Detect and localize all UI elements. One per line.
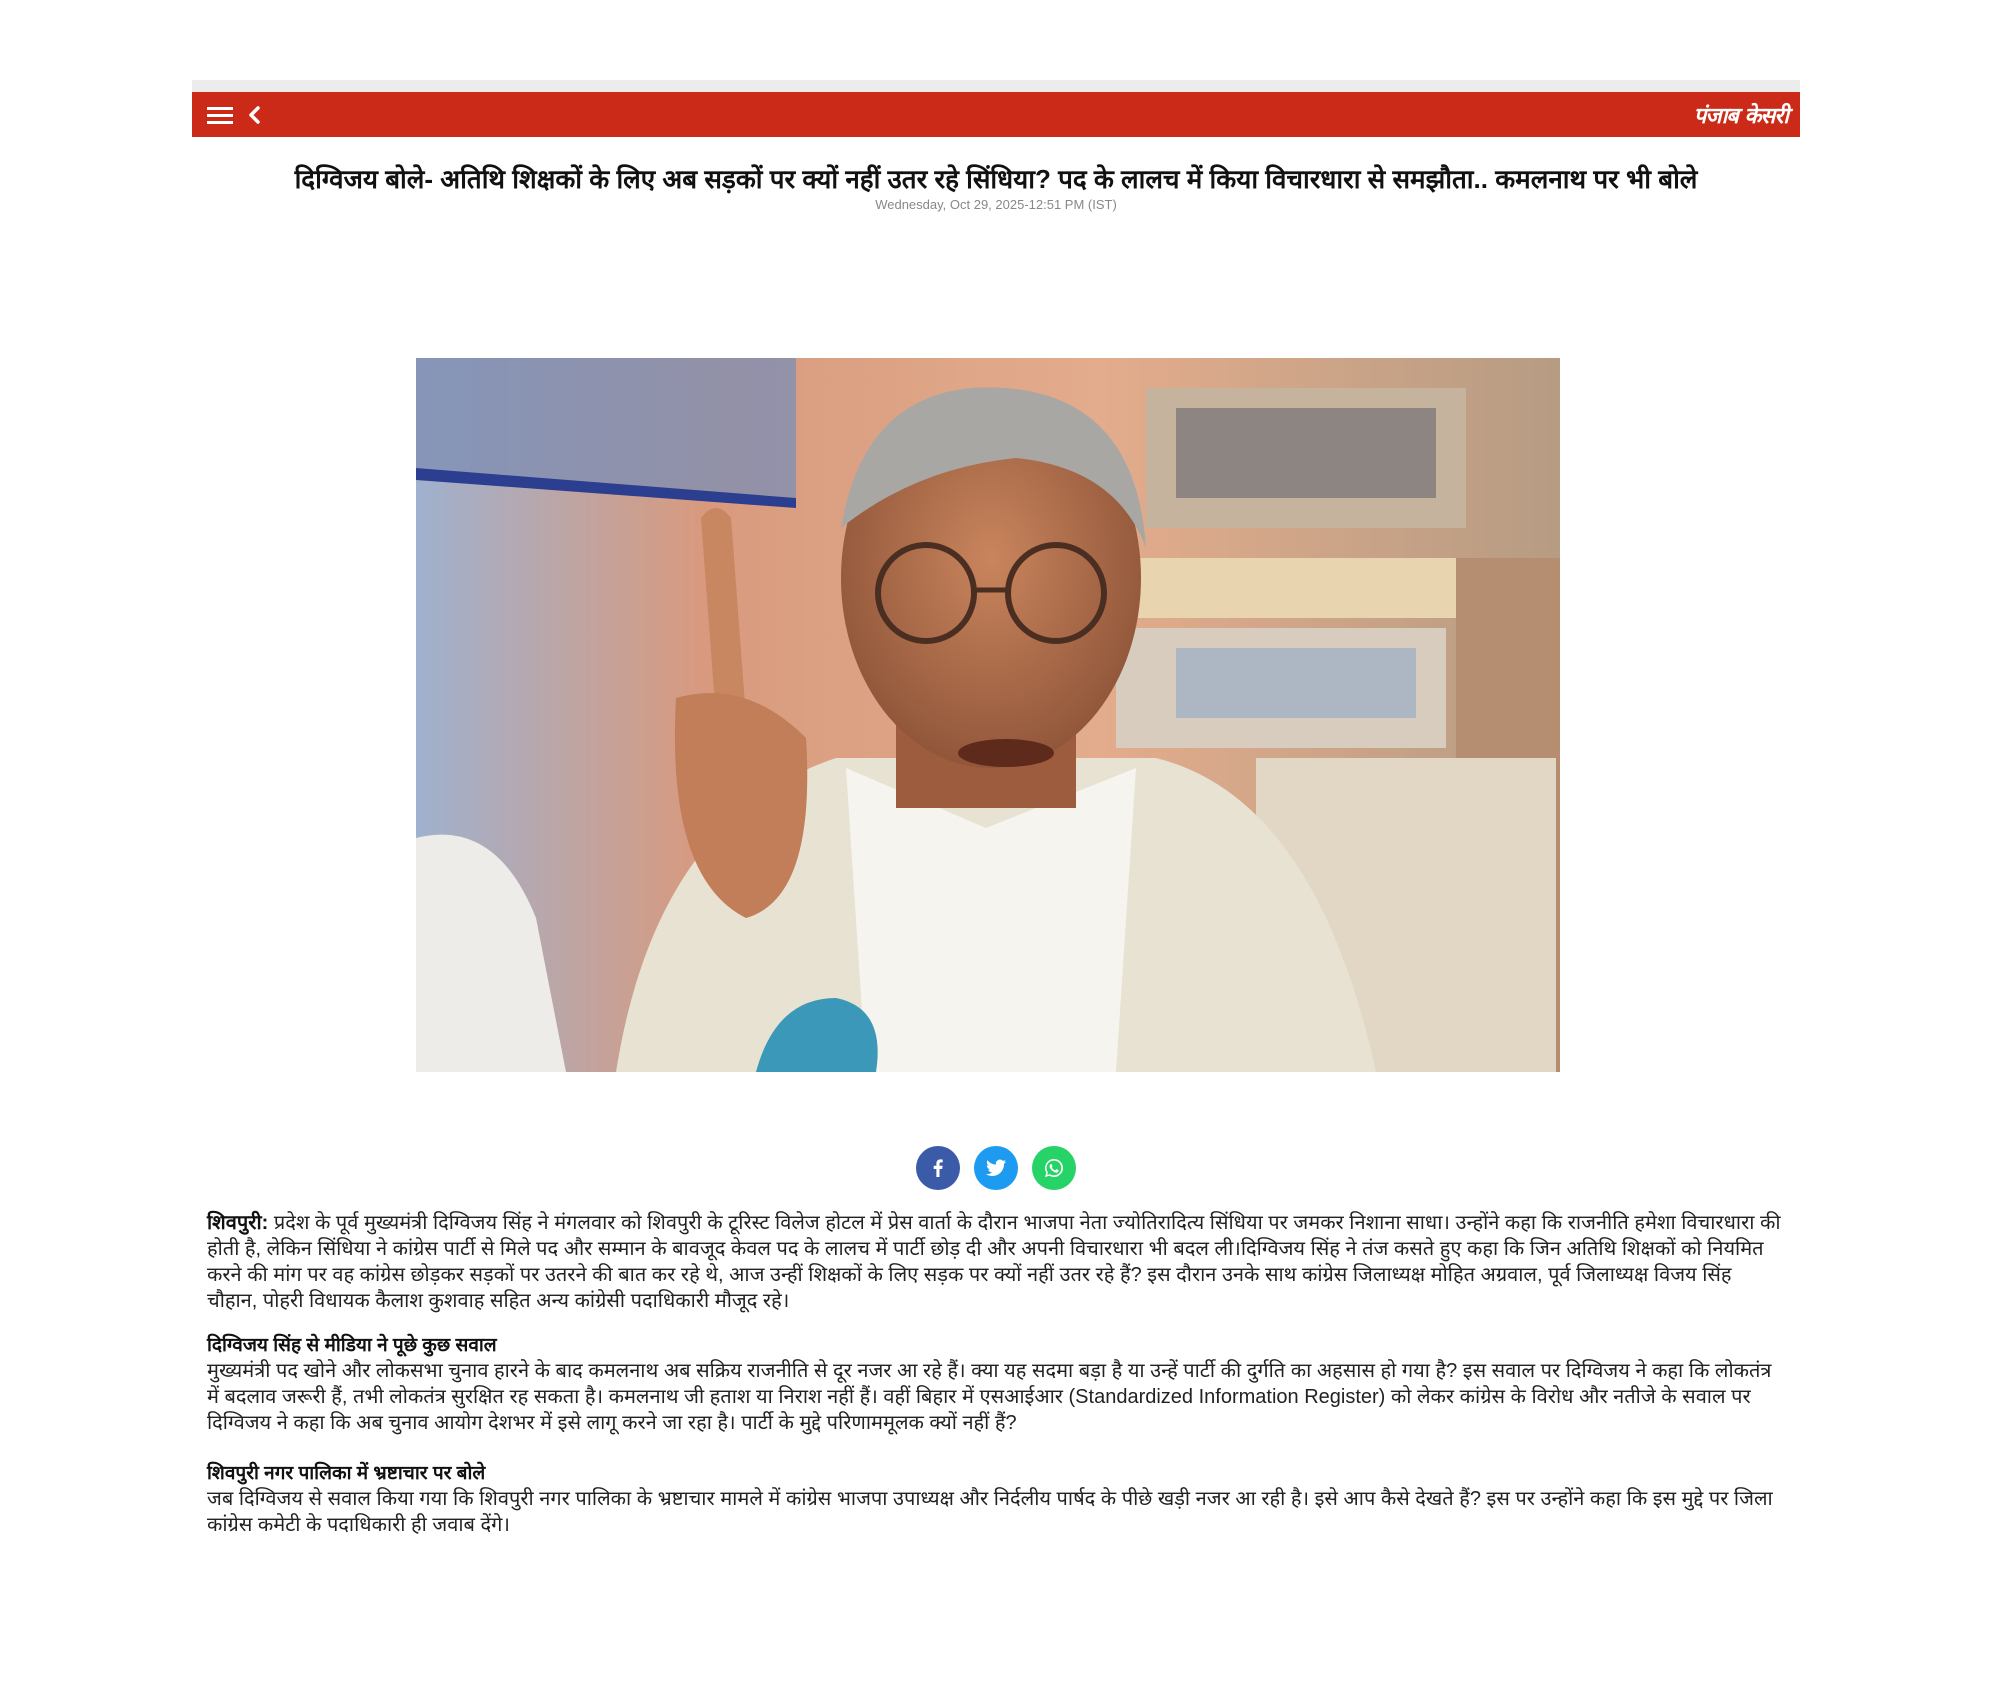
whatsapp-share-button[interactable]	[1032, 1146, 1076, 1190]
section-heading-media-questions: दिग्विजय सिंह से मीडिया ने पूछे कुछ सवाल	[207, 1335, 497, 1356]
hamburger-menu-icon[interactable]	[206, 104, 234, 126]
chevron-left-icon[interactable]	[246, 104, 262, 126]
article-timestamp: Wednesday, Oct 29, 2025-12:51 PM (IST)	[875, 197, 1117, 212]
article-title: दिग्विजय बोले- अतिथि शिक्षकों के लिए अब सड़कों पर क्यों नहीं उतर रहे सिंधिया? पद के लालच में किया विचारधारा से समझौता.. कमलनाथ पर भी बोले	[294, 164, 1698, 194]
facebook-share-button[interactable]	[916, 1146, 960, 1190]
section-heading-corruption: शिवपुरी नगर पालिका में भ्रष्टाचार पर बोले	[207, 1463, 486, 1484]
article-body	[207, 1210, 1787, 1538]
article-intro-paragraph	[207, 1210, 1787, 1314]
twitter-share-button[interactable]	[974, 1146, 1018, 1190]
brand-logo[interactable]: पंजाब केसरी	[1693, 102, 1788, 129]
header-left-controls	[206, 104, 262, 126]
share-buttons	[192, 1146, 1800, 1190]
twitter-icon	[984, 1156, 1008, 1180]
article-page	[192, 80, 1800, 1536]
article-intro-text: प्रदेश के पूर्व मुख्यमंत्री दिग्विजय सिंह ने मंगलवार को शिवपुरी के टूरिस्ट विलेज होटल में प्रेस वार्ता के दौरान भाजपा नेता ज्योतिरादित्य सिंधिया पर जमकर निशाना साधा। उन्होंने कहा कि राजनीति हमेशा विचारधारा की होती है, लेकिन सिंधिया ने कांग्रेस पार्टी से मिले पद और सम्मान के बावजूद केवल पद के लालच में पार्टी छोड़ दी और अपनी विचारधारा भी बदल ली।दिग्विजय सिंह ने तंज कसते हुए कहा कि जिन अतिथि शिक्षकों को नियमित करने की मांग पर वह कांग्रेस छोड़कर सड़कों पर उतरने की बात कर रहे थे, आज उन्हीं शिक्षकों के लिए सड़क पर क्यों नहीं उतर रहे हैं? इस दौरान उनके साथ कांग्रेस जिलाध्यक्ष मोहित अग्रवाल, पूर्व जिलाध्यक्ष विजय सिंह चौहान, पोहरी विधायक कैलाश कुशवाह सहित अन्य कांग्रेसी पदाधिकारी मौजूद रहे।	[207, 1212, 1781, 1312]
top-strip	[192, 80, 1800, 92]
section-body-media-questions: मुख्यमंत्री पद खोने और लोकसभा चुनाव हारने के बाद कमलनाथ अब सक्रिय राजनीति से दूर नजर आ रहे हैं। क्या यह सदमा बड़ा है या उन्हें पार्टी की दुर्गति का अहसास हो गया है? इस सवाल पर दिग्विजय ने कहा कि लोकतंत्र में बदलाव जरूरी हैं, तभी लोकतंत्र सुरक्षित रह सकता है। कमलनाथ जी हताश या निराश नहीं हैं। वहीं बिहार में एसआईआर (Standardized Information Register) को लेकर कांग्रेस के विरोध और नतीजे के सवाल पर दिग्विजय ने कहा कि अब चुनाव आयोग देशभर में इसे लागू करने जा रहा है। पार्टी के मुद्दे परिणाममूलक क्यों नहीं हैं?	[207, 1360, 1772, 1434]
site-header	[192, 92, 1800, 137]
article-dateline: शिवपुरी:	[207, 1212, 269, 1234]
section-body-corruption: जब दिग्विजय से सवाल किया गया कि शिवपुरी नगर पालिका के भ्रष्टाचार मामले में कांग्रेस भाजपा उपाध्यक्ष और निर्दलीय पार्षद के पीछे खड़ी नजर आ रही है। इसे आप कैसे देखते हैं? इस पर उन्होंने कहा कि इस मुद्दे पर जिला कांग्रेस कमेटी के पदाधिकारी ही जवाब देंगे।	[207, 1488, 1773, 1536]
facebook-icon	[927, 1157, 949, 1179]
whatsapp-icon	[1042, 1156, 1066, 1180]
article-hero-image	[416, 358, 1560, 1072]
